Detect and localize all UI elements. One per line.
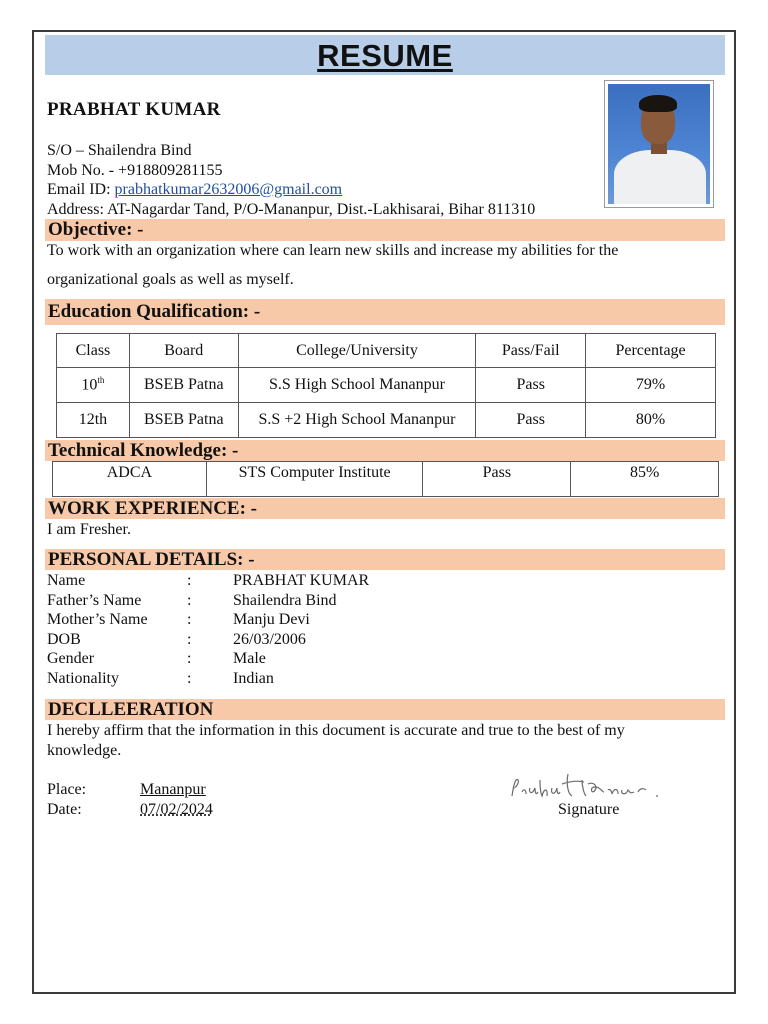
detail-separator: : [187,611,192,628]
cell-board: BSEB Patna [129,368,238,403]
detail-separator: : [187,650,192,667]
date-label: Date: [47,801,82,818]
table-row [53,462,719,497]
address-line: Address: AT-Nagardar Tand, P/O-Mananpur, Dist.-Lakhisarai, Bihar 811310 [47,200,536,218]
cell-college: S.S +2 High School Mananpur [238,403,476,438]
place-label: Place: [47,781,87,798]
detail-separator: : [187,572,192,589]
objective-line-1: To work with an organization where can learn new skills and increase my abilities for the [47,242,619,259]
technical-table [52,461,719,497]
detail-label: Father’s Name [47,592,142,609]
work-heading: WORK EXPERIENCE: - [45,498,725,519]
mobile-line: Mob No. - +918809281155 [47,161,223,179]
email-link[interactable]: prabhatkumar2632006@gmail.com [114,181,343,198]
cell-percentage: 85% [571,462,719,497]
cell-college: S.S High School Mananpur [238,368,476,403]
place-value: Mananpur [140,781,206,798]
technical-heading: Technical Knowledge: - [45,440,725,461]
header-college: College/University [238,334,476,368]
detail-separator: : [187,592,192,609]
declaration-line-2: knowledge. [47,742,122,759]
work-text: I am Fresher. [47,521,131,538]
header-board: Board [129,334,238,368]
resume-title: RESUME [317,38,453,73]
cell-percentage: 80% [586,403,716,438]
education-table [56,333,716,438]
email-line [47,180,535,200]
signature-label: Signature [558,801,620,818]
personal-heading: PERSONAL DETAILS: - [45,549,725,570]
header-class: Class [57,334,130,368]
profile-photo [604,80,714,208]
declaration-heading: DECLLEERATION [45,699,725,720]
cell-board: BSEB Patna [129,403,238,438]
cell-percentage: 79% [586,368,716,403]
cell-institute: STS Computer Institute [206,462,423,497]
education-heading: Education Qualification: - [45,299,725,325]
detail-label: Nationality [47,670,119,687]
detail-separator: : [187,670,192,687]
email-label: Email ID: [47,181,115,198]
table-row [57,368,716,403]
detail-value: Shailendra Bind [233,592,337,609]
detail-label: DOB [47,631,81,648]
detail-value: 26/03/2006 [233,631,306,648]
cell-result: Pass [476,403,586,438]
detail-separator: : [187,631,192,648]
cell-course: ADCA [53,462,207,497]
table-row [57,403,716,438]
portrait-image [608,84,710,204]
title-bar [45,35,725,75]
cell-result: Pass [423,462,571,497]
contact-block [47,141,535,219]
objective-line-2: organizational goals as well as myself. [47,271,294,288]
detail-value: PRABHAT KUMAR [233,572,370,589]
detail-value: Manju Devi [233,611,310,628]
date-value: 07/02/2024 [140,801,213,818]
header-percentage: Percentage [586,334,716,368]
cell-class: 10th [57,368,130,403]
education-header-row [57,334,716,368]
detail-label: Name [47,572,86,589]
objective-heading: Objective: - [45,219,725,241]
detail-value: Indian [233,670,274,687]
cell-result: Pass [476,368,586,403]
cell-class: 12th [57,403,130,438]
detail-label: Mother’s Name [47,611,148,628]
header-pass-fail: Pass/Fail [476,334,586,368]
declaration-line-1: I hereby affirm that the information in this document is accurate and true to the best of my [47,722,625,739]
candidate-name: PRABHAT KUMAR [47,99,221,120]
detail-label: Gender [47,650,95,667]
son-of-line: S/O – Shailendra Bind [47,142,192,159]
detail-value: Male [233,650,266,667]
